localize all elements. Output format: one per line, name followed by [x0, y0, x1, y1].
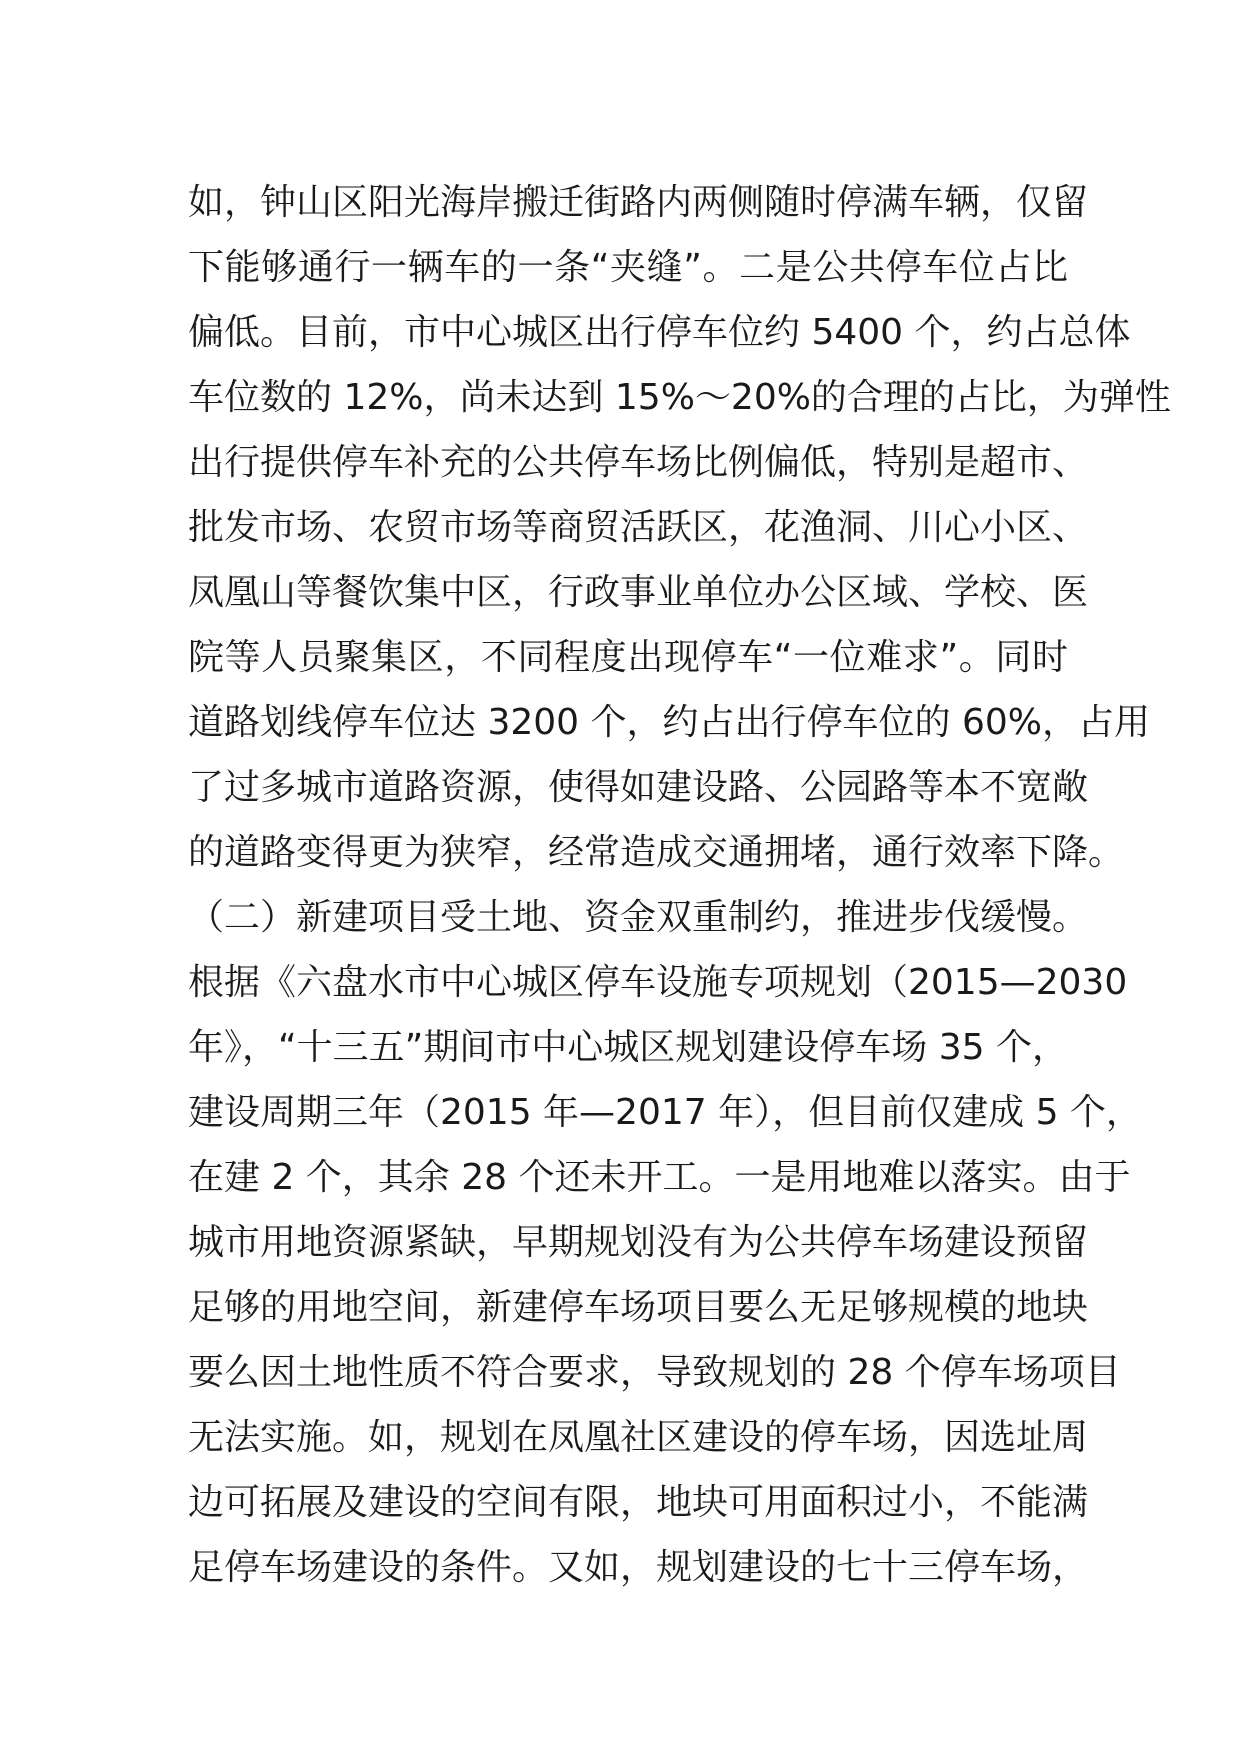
text-line: 在建 2 个，其余 28 个还未开工。一是用地难以落实。由于 — [188, 1157, 1131, 1198]
text-line: 院等人员聚集区，不同程度出现停车“一位难求”。同时 — [188, 637, 1068, 678]
text-line: 下能够通行一辆车的一条“夹缝”。二是公共停车位占比 — [188, 247, 1068, 288]
text-line: 根据《六盘水市中心城区停车设施专项规划（2015—2030 — [188, 962, 1128, 1003]
text-line: 边可拓展及建设的空间有限，地块可用面积过小，不能满 — [188, 1482, 1089, 1523]
text-line: 的道路变得更为狭窄，经常造成交通拥堵，通行效率下降。 — [188, 832, 1125, 873]
section-heading: （二）新建项目受土地、资金双重制约，推进步伐缓慢。 — [188, 897, 1089, 938]
text-line: 批发市场、农贸市场等商贸活跃区，花渔洞、川心小区、 — [188, 507, 1089, 548]
document-body — [188, 170, 1171, 1600]
text-line: 足停车场建设的条件。又如，规划建设的七十三停车场， — [188, 1547, 1089, 1588]
text-line: 道路划线停车位达 3200 个，约占出行停车位的 60%，占用 — [188, 702, 1150, 743]
text-line: 偏低。目前，市中心城区出行停车位约 5400 个，约占总体 — [188, 312, 1131, 353]
text-line: 足够的用地空间，新建停车场项目要么无足够规模的地块 — [188, 1287, 1089, 1328]
text-line: 城市用地资源紧缺，早期规划没有为公共停车场建设预留 — [188, 1222, 1089, 1263]
text-line: 建设周期三年（2015 年—2017 年），但目前仅建成 5 个， — [188, 1092, 1142, 1133]
text-line: 车位数的 12%，尚未达到 15%～20%的合理的占比，为弹性 — [188, 377, 1171, 418]
text-line: 出行提供停车补充的公共停车场比例偏低，特别是超市、 — [188, 442, 1089, 483]
text-line: 要么因土地性质不符合要求，导致规划的 28 个停车场项目 — [188, 1352, 1121, 1393]
text-line: 年》，“十三五”期间市中心城区规划建设停车场 35 个， — [188, 1027, 1068, 1068]
text-line: 了过多城市道路资源，使得如建设路、公园路等本不宽敞 — [188, 767, 1089, 808]
text-line: 凤凰山等餐饮集中区，行政事业单位办公区域、学校、医 — [188, 572, 1089, 613]
text-line: 如，钟山区阳光海岸搬迁街路内两侧随时停满车辆，仅留 — [188, 182, 1089, 223]
text-line: 无法实施。如，规划在凤凰社区建设的停车场，因选址周 — [188, 1417, 1089, 1458]
